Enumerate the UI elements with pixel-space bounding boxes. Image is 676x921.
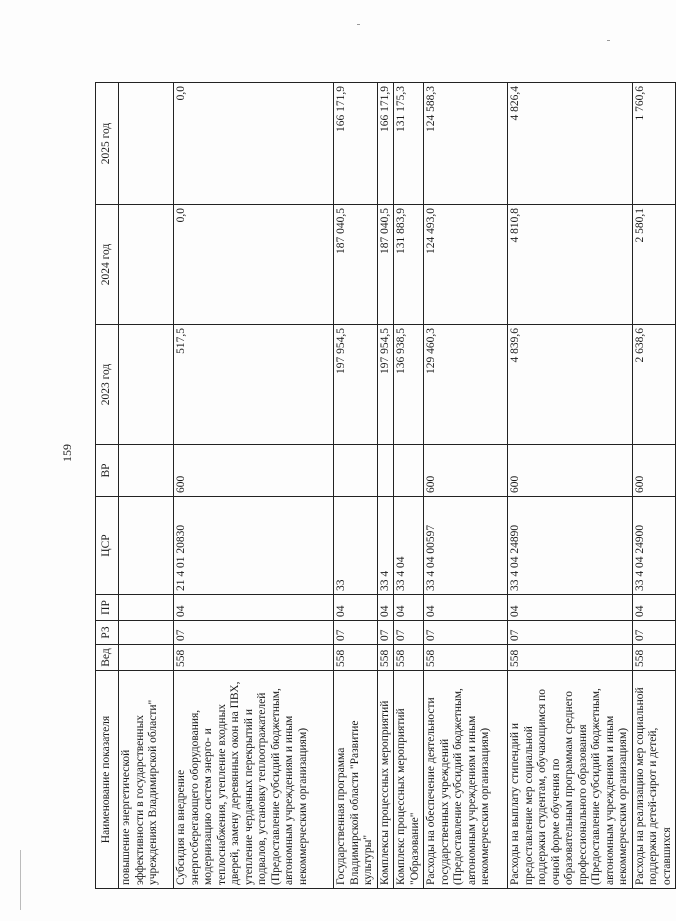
- cell-2024: 131 883,9: [394, 205, 424, 325]
- table-header-row: [96, 83, 119, 889]
- cell-pr: 04: [424, 595, 508, 621]
- table-row: [394, 83, 424, 889]
- cell-name: Комплекс процессных мероприятий "Образование": [394, 671, 424, 889]
- cell-name: Расходы на обеспечение деятельности государственных учреждений (Предоставление субсидий бюджетным, автономным учреждениям и иным некоммерческим организациям): [424, 671, 508, 889]
- cell-2023: 517,5: [174, 325, 334, 445]
- scan-speck: [357, 24, 360, 25]
- cell-vr: 600: [508, 445, 633, 497]
- cell-name: Субсидия на внедрение энергосберегающего оборудования, модернизацию систем энерго- и теплоснабжения, утепление входных дверей, замену деревянных окон на ПВХ, утепление чердачных перекрытий и подвалов, установку теплоотражателей (Предоставление субсидий бюджетным, автономным учреждениям и иным некоммерческим организациям): [174, 671, 334, 889]
- cell-rz: [119, 621, 174, 645]
- cell-pr: 04: [174, 595, 334, 621]
- table-row: [632, 83, 676, 889]
- header-pr: ПР: [96, 595, 119, 621]
- scan-speck: [607, 40, 610, 41]
- table-row: [424, 83, 508, 889]
- cell-csr: 33: [334, 497, 378, 595]
- cell-2023: 4 839,6: [508, 325, 633, 445]
- cell-ved: 558: [394, 645, 424, 671]
- table-row: [334, 83, 378, 889]
- cell-csr: 33 4 04 24890: [508, 497, 633, 595]
- cell-ved: 558: [174, 645, 334, 671]
- cell-csr: 33 4 04: [394, 497, 424, 595]
- cell-2025: 124 588,3: [424, 83, 508, 205]
- table-row: [508, 83, 633, 889]
- cell-2023: 136 938,5: [394, 325, 424, 445]
- cell-vr: 600: [174, 445, 334, 497]
- cell-rz: 07: [508, 621, 633, 645]
- header-ved: Вед: [96, 645, 119, 671]
- cell-name: Государственная программа Владимирской области "Развитие культуры": [334, 671, 378, 889]
- budget-table: [95, 82, 676, 889]
- header-vr: ВР: [96, 445, 119, 497]
- cell-name: Комплексы процессных мероприятий: [377, 671, 394, 889]
- cell-vr: [119, 445, 174, 497]
- cell-2023: 197 954,5: [377, 325, 394, 445]
- cell-rz: 07: [377, 621, 394, 645]
- cell-name: Расходы на выплату стипендий и предоставление мер социальной поддержки студентам, обучающимся по очной форме обучения по образовательным программам среднего профессионального образования (Предоставление субсидий бюджетным, автономным учреждениям и иным некоммерческим организациям): [508, 671, 633, 889]
- cell-rz: 07: [632, 621, 676, 645]
- cell-2024: 0,0: [174, 205, 334, 325]
- header-2024: 2024 год: [96, 205, 119, 325]
- cell-2025: 4 826,4: [508, 83, 633, 205]
- cell-2025: 166 171,9: [377, 83, 394, 205]
- cell-ved: 558: [377, 645, 394, 671]
- cell-pr: 04: [377, 595, 394, 621]
- cell-ved: 558: [424, 645, 508, 671]
- header-name: Наименование показателя: [96, 671, 119, 889]
- header-rz: РЗ: [96, 621, 119, 645]
- table-row: [377, 83, 394, 889]
- cell-2025: 166 171,9: [334, 83, 378, 205]
- cell-2023: 197 954,5: [334, 325, 378, 445]
- header-csr: ЦСР: [96, 497, 119, 595]
- cell-2023: 2 638,6: [632, 325, 676, 445]
- cell-pr: 04: [394, 595, 424, 621]
- cell-vr: 600: [632, 445, 676, 497]
- cell-csr: [119, 497, 174, 595]
- cell-rz: 07: [394, 621, 424, 645]
- cell-rz: 07: [334, 621, 378, 645]
- cell-rz: 07: [174, 621, 334, 645]
- cell-2024: 4 810,8: [508, 205, 633, 325]
- cell-csr: 33 4: [377, 497, 394, 595]
- page-number: 159: [60, 444, 74, 462]
- cell-csr: 21 4 01 20830: [174, 497, 334, 595]
- table-row: [119, 83, 174, 889]
- cell-2024: 2 580,1: [632, 205, 676, 325]
- cell-2025: [119, 83, 174, 205]
- cell-ved: [119, 645, 174, 671]
- cell-pr: 04: [632, 595, 676, 621]
- cell-2024: 187 040,5: [334, 205, 378, 325]
- table-row: [174, 83, 334, 889]
- cell-vr: [394, 445, 424, 497]
- cell-2025: 1 760,6: [632, 83, 676, 205]
- cell-2025: 0,0: [174, 83, 334, 205]
- header-2023: 2023 год: [96, 325, 119, 445]
- scan-edge-mark: [20, 850, 21, 910]
- rotated-table-container: [95, 83, 673, 889]
- header-2025: 2025 год: [96, 83, 119, 205]
- cell-vr: 600: [424, 445, 508, 497]
- cell-2024: 187 040,5: [377, 205, 394, 325]
- cell-csr: 33 4 04 00597: [424, 497, 508, 595]
- cell-name: Расходы на реализацию мер социальной поддержки детей-сирот и детей, оставшихся: [632, 671, 676, 889]
- cell-2023: 129 460,3: [424, 325, 508, 445]
- cell-vr: [334, 445, 378, 497]
- cell-csr: 33 4 04 24900: [632, 497, 676, 595]
- cell-name: повышение энергетической эффективности в государственных учреждениях Владимирской области": [119, 671, 174, 889]
- cell-2025: 131 175,3: [394, 83, 424, 205]
- cell-rz: 07: [424, 621, 508, 645]
- cell-2023: [119, 325, 174, 445]
- cell-pr: [119, 595, 174, 621]
- cell-pr: 04: [508, 595, 633, 621]
- cell-2024: [119, 205, 174, 325]
- cell-2024: 124 493,0: [424, 205, 508, 325]
- cell-pr: 04: [334, 595, 378, 621]
- cell-ved: 558: [632, 645, 676, 671]
- cell-ved: 558: [508, 645, 633, 671]
- cell-vr: [377, 445, 394, 497]
- cell-ved: 558: [334, 645, 378, 671]
